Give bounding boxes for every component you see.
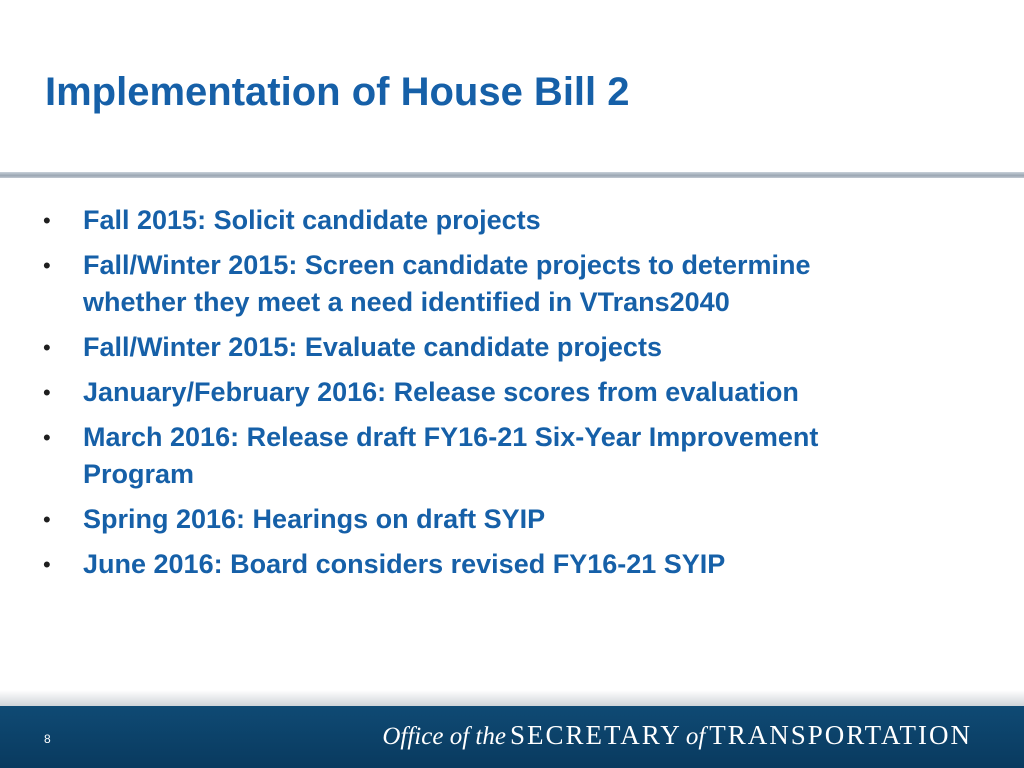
bullet-text: Fall 2015: Solicit candidate projects <box>83 205 541 235</box>
bullet-item <box>43 546 843 583</box>
bullet-text: June 2016: Board considers revised FY16-21 SYIP <box>83 549 726 579</box>
slide-title: Implementation of House Bill 2 <box>45 70 630 114</box>
bullet-dot-icon: • <box>43 425 51 450</box>
page-number: 8 <box>44 732 51 746</box>
bullet-dot-icon: • <box>43 507 51 532</box>
bullet-text: Fall/Winter 2015: Evaluate candidate projects <box>83 332 662 362</box>
bullet-item <box>43 247 843 321</box>
bullet-item <box>43 374 843 411</box>
bullet-list <box>43 202 843 591</box>
bullet-item <box>43 501 843 538</box>
footer-bar <box>0 706 1024 768</box>
bullet-dot-icon: • <box>43 552 51 577</box>
office-logo <box>382 720 972 751</box>
footer-shadow <box>0 690 1024 706</box>
bullet-item <box>43 419 843 493</box>
bullet-text: March 2016: Release draft FY16-21 Six-Year Improvement Program <box>83 422 819 489</box>
bullet-dot-icon: • <box>43 253 51 278</box>
bullet-text: January/February 2016: Release scores from evaluation <box>83 377 799 407</box>
bullet-dot-icon: • <box>43 208 51 233</box>
bullet-item <box>43 202 843 239</box>
bullet-dot-icon: • <box>43 380 51 405</box>
office-secretary: SECRETARY <box>509 720 682 750</box>
office-transportation: TRANSPORTATION <box>709 720 972 750</box>
bullet-text: Fall/Winter 2015: Screen candidate projects to determine whether they meet a need identified in VTrans2040 <box>83 250 811 317</box>
title-divider <box>0 172 1024 178</box>
bullet-item <box>43 329 843 366</box>
bullet-text: Spring 2016: Hearings on draft SYIP <box>83 504 546 534</box>
office-prefix: Office of the <box>382 723 506 750</box>
bullet-dot-icon: • <box>43 335 51 360</box>
office-of: of <box>685 723 706 750</box>
